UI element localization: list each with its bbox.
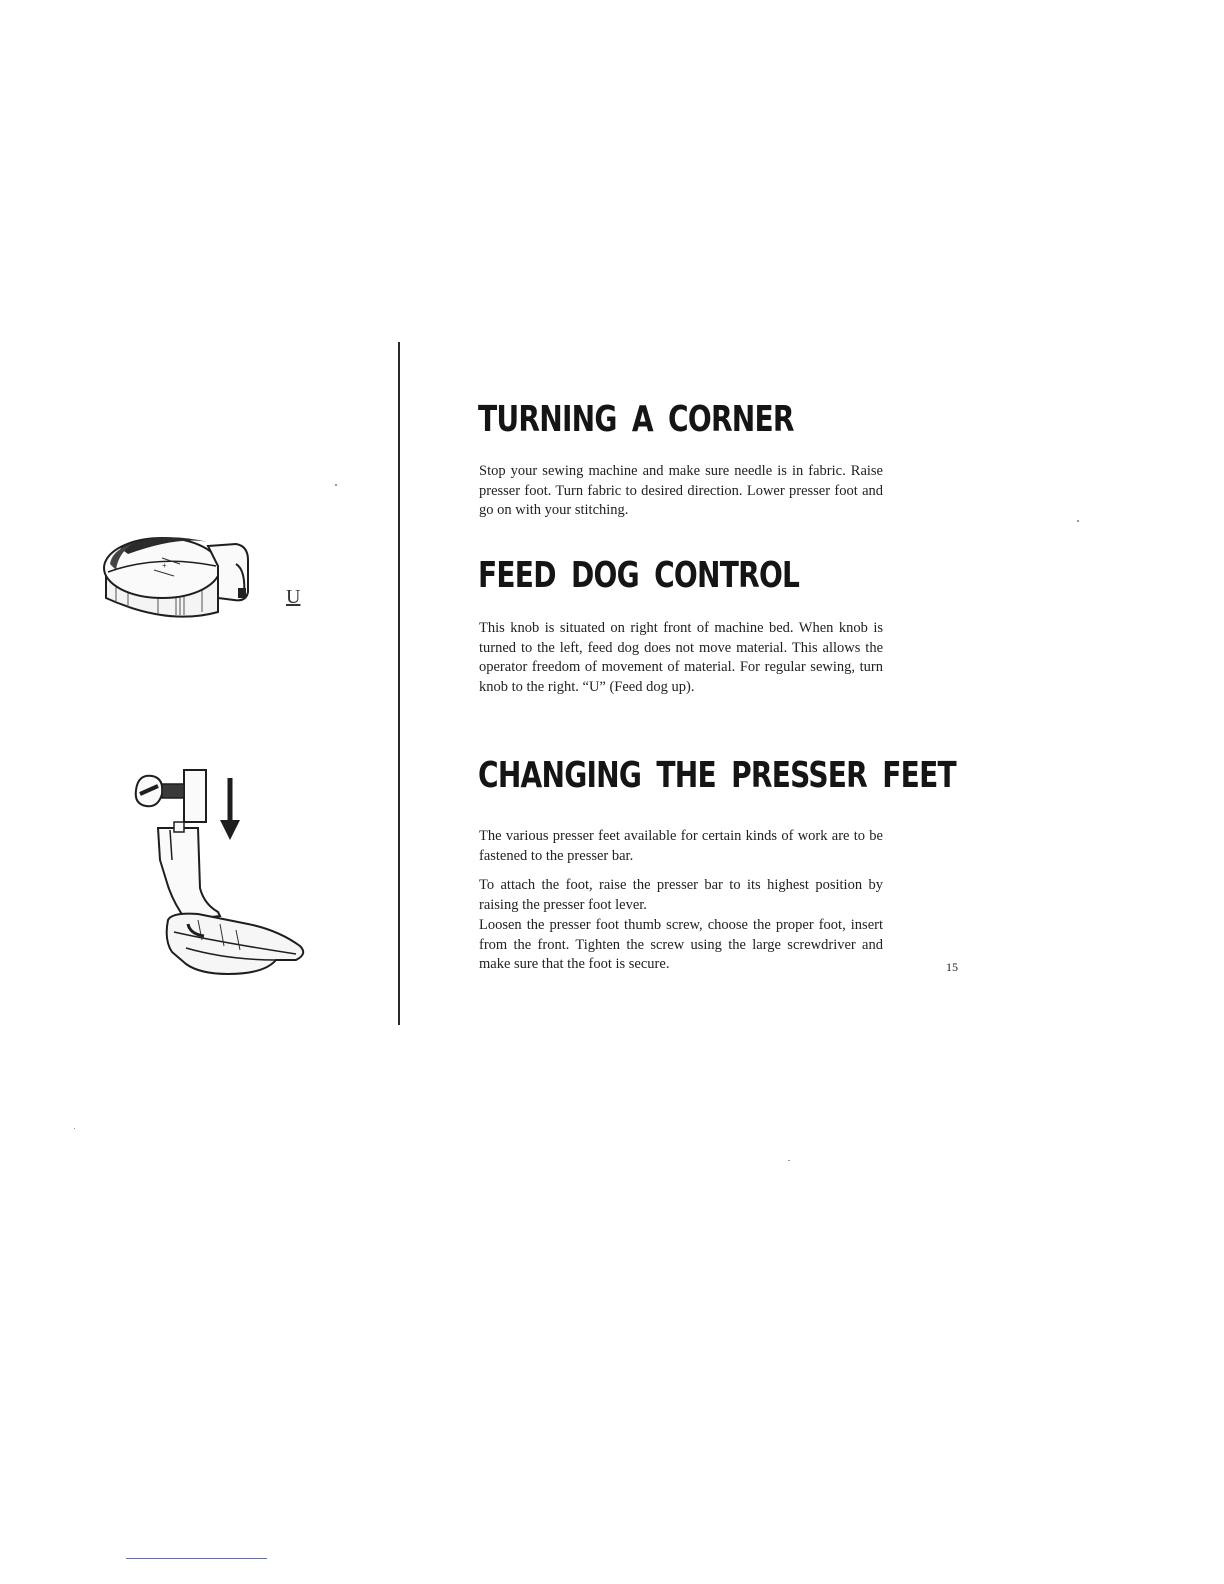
column-divider <box>398 342 400 1025</box>
turning-a-corner-paragraph: Stop your sewing machine and make sure needle is in fabric. Raise presser foot. Turn fabric to desired direction. Lower presser foot and go on with your stitching. <box>479 463 883 518</box>
feed-dog-up-symbol: U <box>286 586 301 608</box>
presser-feet-paragraph-2: To attach the foot, raise the presser bar to its highest position by raising the presser foot lever. <box>479 877 883 913</box>
page-number: 15 <box>946 960 958 974</box>
section-heading-turning-a-corner: TURNING A CORNER <box>478 399 794 440</box>
feed-dog-knob-illustration <box>98 520 318 630</box>
presser-feet-paragraph-3: Loosen the presser foot thumb screw, choose the proper foot, insert from the front. Tighten the screw using the large screwdriver and make sure that the foot is secure. <box>479 917 883 972</box>
scan-speck <box>74 1128 75 1129</box>
section-heading-feed-dog-control: FEED DOG CONTROL <box>478 555 800 596</box>
scan-edge-line <box>126 1558 267 1559</box>
scan-speck <box>788 1160 790 1161</box>
svg-text:+: + <box>162 561 167 570</box>
presser-foot-illustration <box>128 764 318 980</box>
scan-speck <box>1077 520 1079 522</box>
presser-feet-paragraph-1: The various presser feet available for certain kinds of work are to be fastened to the presser bar. <box>479 828 883 864</box>
section-heading-changing-the-presser-feet: CHANGING THE PRESSER FEET <box>478 755 956 796</box>
feed-dog-control-paragraph: This knob is situated on right front of machine bed. When knob is turned to the left, feed dog does not move material. This allows the operator freedom of movement of material. For regular sewing, turn knob to the right. “U” (Feed dog up). <box>479 620 883 695</box>
scan-speck <box>335 484 337 486</box>
